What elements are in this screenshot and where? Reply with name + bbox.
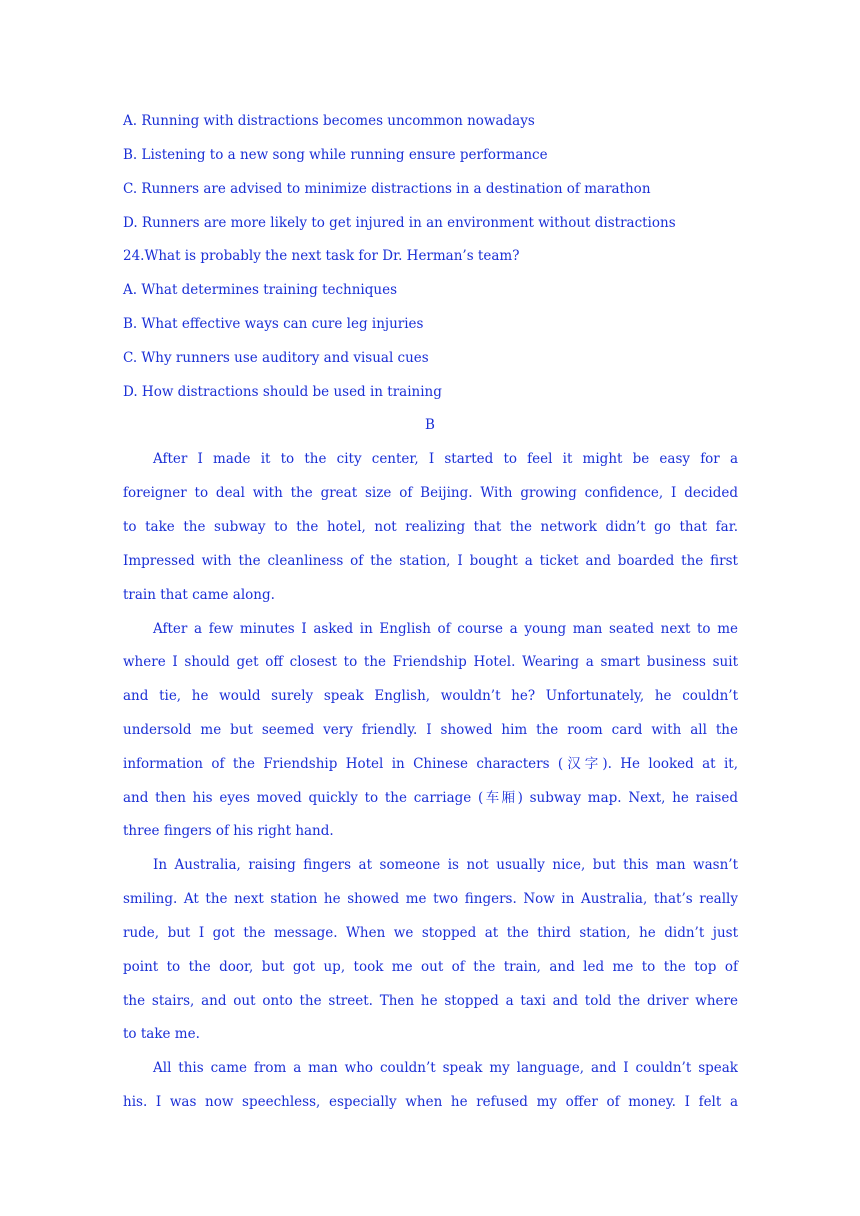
q23-option-c: C. Runners are advised to minimize distractions in a destination of marathon — [123, 181, 651, 197]
passage-line: information of the Friendship Hotel in Chinese characters (汉字). He looked at it, — [123, 756, 738, 772]
passage-line: and tie, he would surely speak English, wouldn’t he? Unfortunately, he couldn’t — [123, 688, 738, 704]
passage-line: to take me. — [123, 1026, 200, 1042]
q23-option-d: D. Runners are more likely to get injured in an environment without distractions — [123, 215, 676, 231]
q23-option-b: B. Listening to a new song while running ensure performance — [123, 147, 548, 163]
passage-line: smiling. At the next station he showed me two fingers. Now in Australia, that’s really — [123, 891, 738, 907]
q24-option-d: D. How distractions should be used in training — [123, 384, 442, 400]
passage-line: rude, but I got the message. When we stopped at the third station, he didn’t just — [123, 925, 738, 941]
q23-option-a: A. Running with distractions becomes uncommon nowadays — [123, 113, 535, 129]
q24-option-c: C. Why runners use auditory and visual cues — [123, 350, 429, 366]
passage-line: foreigner to deal with the great size of Beijing. With growing confidence, I decided — [123, 485, 738, 501]
section-b-heading: B — [425, 417, 435, 433]
passage-line: All this came from a man who couldn’t speak my language, and I couldn’t speak — [153, 1060, 738, 1076]
passage-line: where I should get off closest to the Friendship Hotel. Wearing a smart business suit — [123, 654, 738, 670]
passage-line: train that came along. — [123, 587, 275, 603]
passage-line: his. I was now speechless, especially when he refused my offer of money. I felt a — [123, 1094, 738, 1110]
q24-question: 24.What is probably the next task for Dr. Herman’s team? — [123, 248, 520, 264]
passage-line: and then his eyes moved quickly to the carriage (车厢) subway map. Next, he raised — [123, 790, 738, 806]
passage-line: undersold me but seemed very friendly. I showed him the room card with all the — [123, 722, 738, 738]
passage-line: After I made it to the city center, I started to feel it might be easy for a — [153, 451, 738, 467]
passage-line: the stairs, and out onto the street. Then he stopped a taxi and told the driver where — [123, 993, 738, 1009]
passage-line: After a few minutes I asked in English of course a young man seated next to me — [153, 621, 738, 637]
passage-line: Impressed with the cleanliness of the station, I bought a ticket and boarded the first — [123, 553, 738, 569]
passage-line: point to the door, but got up, took me out of the train, and led me to the top of — [123, 959, 738, 975]
q24-option-a: A. What determines training techniques — [123, 282, 398, 298]
passage-line: three fingers of his right hand. — [123, 823, 334, 839]
passage-line: In Australia, raising fingers at someone is not usually nice, but this man wasn’t — [153, 857, 738, 873]
passage-line: to take the subway to the hotel, not realizing that the network didn’t go that far. — [123, 519, 738, 535]
q24-option-b: B. What effective ways can cure leg injuries — [123, 316, 424, 332]
